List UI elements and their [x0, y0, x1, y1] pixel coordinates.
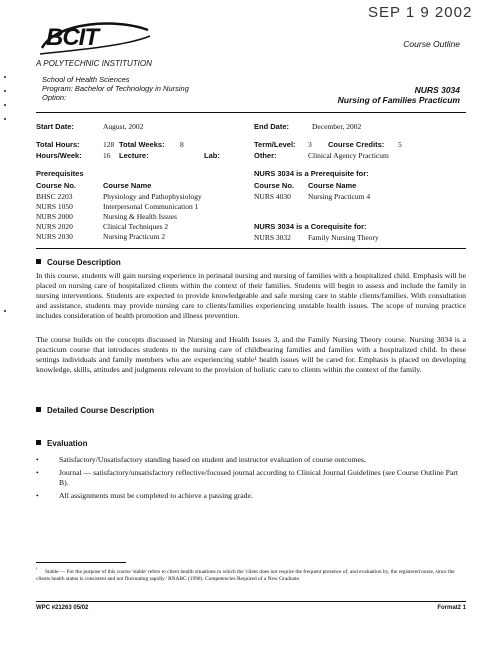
coreq-course-name: Family Nursing Theory: [308, 233, 379, 242]
course-code: NURS 3034: [414, 85, 460, 95]
evaluation-heading: [36, 439, 87, 448]
footer-right: Format2 1: [437, 605, 466, 611]
prereq-course-name: Interpersonal Communication 1: [103, 202, 199, 211]
bcit-logo: [36, 20, 154, 60]
footnote: [36, 567, 466, 583]
evaluation-item-text: Journal — satisfactory/unsatisfactory reflective/focused journal according to Clinical Journal Guidelines (see Course Outline Part B).: [59, 468, 458, 487]
term-value: 3: [308, 140, 312, 149]
details-divider: [36, 248, 466, 249]
option-label: Option:: [42, 93, 67, 102]
section-title: Evaluation: [47, 439, 88, 448]
end-date-value: December, 2002: [312, 122, 362, 131]
bullet-dot-icon: •: [36, 468, 39, 477]
prereq-course-no: NURS 2000: [36, 212, 73, 221]
doc-type: Course Outline: [403, 39, 460, 49]
end-date-label: End Date:: [254, 122, 290, 131]
margin-mark: [4, 118, 6, 120]
footer-left: WPC #21263 05/02: [36, 605, 89, 611]
coreq-heading: NURS 3034 is a Corequisite for:: [254, 222, 367, 231]
footnote-mark: ¹: [36, 567, 38, 573]
header-divider: [36, 112, 466, 113]
prereq-course-name: Nursing & Health Issues: [103, 212, 177, 221]
lecture-label: Lecture:: [119, 151, 149, 160]
hours-week-label: Hours/Week:: [36, 151, 82, 160]
received-date-stamp: SEP 1 9 2002: [368, 4, 473, 21]
hours-week-value: 16: [103, 151, 111, 160]
start-date-label: Start Date:: [36, 122, 74, 131]
section-bullet-icon: [36, 440, 41, 445]
prereq-for-course-name: Nursing Practicum 4: [308, 192, 371, 201]
detailed-description-heading: [36, 406, 154, 415]
section-title: Detailed Course Description: [47, 406, 155, 415]
lab-label: Lab:: [204, 151, 220, 160]
prereq-course-no: NURS 2030: [36, 232, 73, 241]
total-weeks-label: Total Weeks:: [119, 140, 165, 149]
credits-value: 5: [398, 140, 402, 149]
total-hours-label: Total Hours:: [36, 140, 80, 149]
logo-tagline: A POLYTECHNIC INSTITUTION: [36, 59, 152, 68]
bullet-dot-icon: •: [36, 491, 39, 500]
school-name: School of Health Sciences: [42, 75, 130, 84]
total-weeks-value: 8: [180, 140, 184, 149]
margin-mark: [4, 310, 6, 312]
description-paragraph: In this course, students will gain nursing experience in perinatal nursing and nursing of families with a hospitalized child. Emphasis will be placed on nursing care of hospitalized clients within the context of their families. Students will begin to assess and include the family in nursing interventions. Students are expected to provide knowledgeable and safe nursing care to stable clients/families. With consultation and assistance, students may provide nursing care to clients/families experiencing unstable health issues. The scope of nursing practice includes consideration of health promotion and illness prevention.: [36, 271, 466, 320]
prereq-col-no: Course No.: [36, 181, 77, 190]
section-bullet-icon: [36, 259, 41, 264]
course-description-heading: [36, 258, 121, 267]
section-bullet-icon: [36, 407, 41, 412]
prereq-col-name: Course Name: [103, 181, 152, 190]
prereq-course-name: Clinical Techniques 2: [103, 222, 169, 231]
margin-mark: [4, 76, 6, 78]
bullet-dot-icon: •: [36, 455, 39, 464]
section-title: Course Description: [47, 258, 121, 267]
footnote-rule: [36, 562, 126, 563]
credits-label: Course Credits:: [328, 140, 385, 149]
prereq-course-name: Physiology and Pathophysiology: [103, 192, 202, 201]
logo-text: BCIT: [46, 24, 98, 51]
footnote-text: Stable — For the purpose of this course 'stable' refers to client health situations in which the 'client does not require the frequent presence of, and evaluation by, the registered nurse, since the clients health status is consistent and not fluctuating rapidly.' RNABC (1998). Competencies Required of a New Graduate.: [36, 569, 455, 582]
program-name: Program: Bachelor of Technology in Nursing: [42, 84, 189, 93]
prereq-course-no: NURS 1050: [36, 202, 73, 211]
coreq-course-no: NURS 3032: [254, 233, 291, 242]
other-value: Clinical Agency Practicum: [308, 151, 389, 160]
evaluation-item-text: All assignments must be completed to achieve a passing grade.: [59, 491, 253, 500]
other-label: Other:: [254, 151, 277, 160]
prereq-course-no: BHSC 2203: [36, 192, 73, 201]
prereq-course-name: Nursing Practicum 2: [103, 232, 166, 241]
total-hours-value: 128: [103, 140, 115, 149]
evaluation-item-text: Satisfactory/Unsatisfactory standing based on student and instructor evaluation of course outcomes.: [59, 455, 366, 464]
description-paragraph: The course builds on the concepts discussed in Nursing and Health Issues 3, and the Family Nursing Theory course. Nursing 3034 is a practicum course that introduces students to the nursing care of childbearing families and families with a hospitalized child. In these settings individuals and family members who are experiencing stable¹ health issues will be cared for. Emphasis is placed on developing knowledge, skills, attitudes and judgments relevant to the provision of holistic care to clients within the context of the family.: [36, 335, 466, 374]
margin-mark: [4, 104, 6, 106]
prereq-heading: Prerequisites: [36, 169, 84, 178]
course-title: Nursing of Families Practicum: [337, 95, 460, 105]
margin-mark: [4, 90, 6, 92]
prereq-for-col-name: Course Name: [308, 181, 357, 190]
prereq-course-no: NURS 2020: [36, 222, 73, 231]
footer-divider: [36, 601, 466, 602]
term-label: Term/Level:: [254, 140, 296, 149]
prereq-for-course-no: NURS 4030: [254, 192, 291, 201]
prereq-for-heading: NURS 3034 is a Prerequisite for:: [254, 169, 369, 178]
start-date-value: August, 2002: [103, 122, 144, 131]
prereq-for-col-no: Course No.: [254, 181, 295, 190]
